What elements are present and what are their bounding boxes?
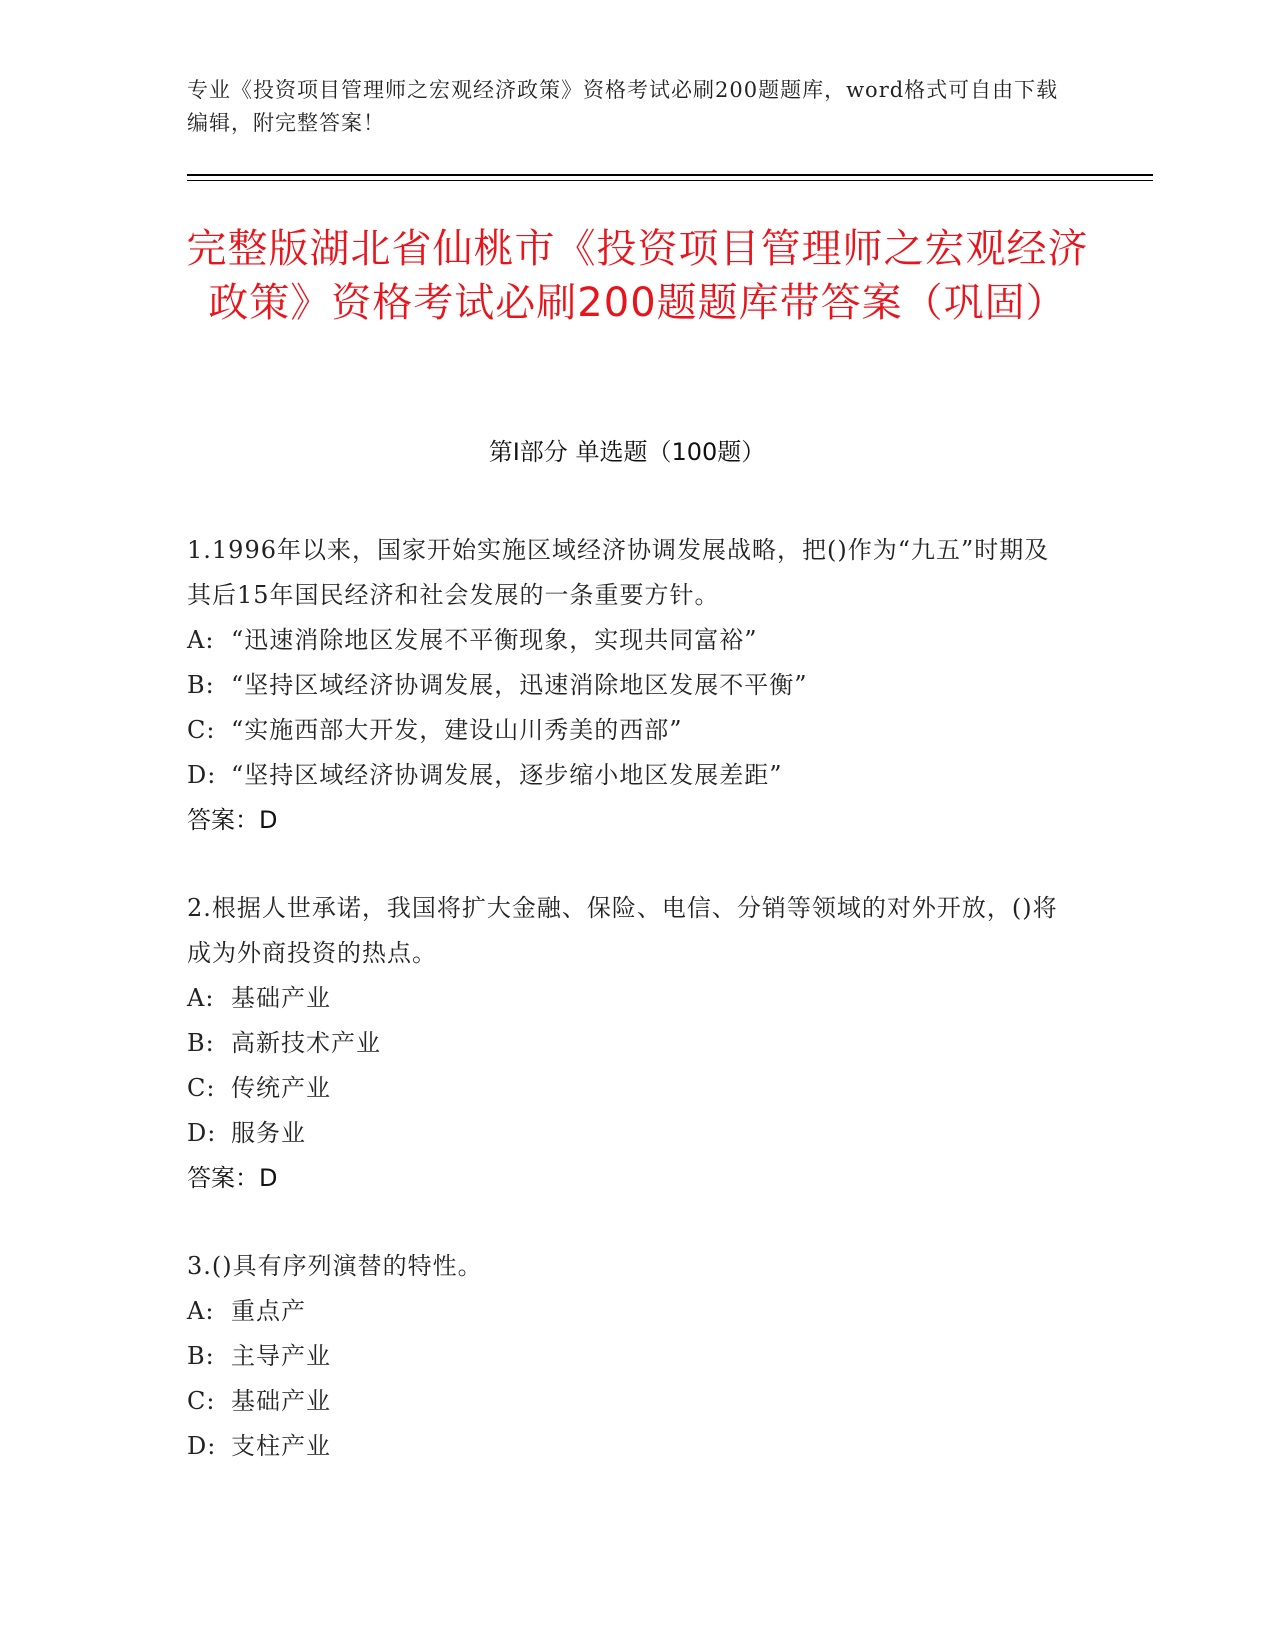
option-text: 基础产业: [231, 984, 331, 1012]
option-a: [187, 618, 1067, 663]
option-c: [187, 1066, 1067, 1111]
section-title: 第Ⅰ部分 单选题（100题）: [488, 438, 766, 466]
option-d: [187, 1424, 1067, 1469]
option-text: 高新技术产业: [231, 1029, 381, 1057]
option-c: [187, 1379, 1067, 1424]
header-note: 专业《投资项目管理师之宏观经济政策》资格考试必刷200题题库，word格式可自由下载编辑，附完整答案！: [187, 78, 1059, 135]
option-text: 传统产业: [231, 1074, 331, 1102]
option-d: [187, 753, 1067, 798]
option-b: [187, 663, 1067, 708]
option-text: 支柱产业: [231, 1432, 331, 1460]
option-text: 主导产业: [231, 1342, 331, 1370]
option-letter: B:: [187, 671, 215, 699]
question-2: [187, 886, 1067, 1201]
option-letter: A:: [187, 984, 215, 1012]
option-letter: A:: [187, 1297, 215, 1325]
option-letter: C:: [187, 1387, 216, 1415]
header-rule-thick: [187, 174, 1153, 176]
option-a: [187, 976, 1067, 1021]
option-text: 服务业: [231, 1119, 306, 1147]
option-text: 基础产业: [231, 1387, 331, 1415]
option-text: 重点产: [231, 1297, 306, 1325]
question-stem: 3.()具有序列演替的特性。: [187, 1252, 483, 1280]
option-text: “坚持区域经济协调发展，迅速消除地区发展不平衡”: [231, 671, 808, 699]
option-letter: A:: [187, 626, 215, 654]
question-list: [187, 528, 1067, 1512]
header-rule-thin: [187, 180, 1153, 181]
option-letter: C:: [187, 716, 216, 744]
option-text: “坚持区域经济协调发展，逐步缩小地区发展差距”: [231, 761, 783, 789]
option-letter: D:: [187, 761, 217, 789]
option-letter: B:: [187, 1342, 215, 1370]
option-text: “实施西部大开发，建设山川秀美的西部”: [231, 716, 683, 744]
question-stem: 1.1996年以来，国家开始实施区域经济协调发展战略，把()作为“九五”时期及其后15年国民经济和社会发展的一条重要方针。: [187, 536, 1050, 609]
option-letter: C:: [187, 1074, 216, 1102]
option-b: [187, 1021, 1067, 1066]
question-3: [187, 1244, 1067, 1469]
option-letter: B:: [187, 1029, 215, 1057]
question-stem: 2.根据人世承诺，我国将扩大金融、保险、电信、分销等领域的对外开放，()将成为外商投资的热点。: [187, 894, 1058, 967]
option-text: “迅速消除地区发展不平衡现象，实现共同富裕”: [231, 626, 758, 654]
option-letter: D:: [187, 1432, 217, 1460]
answer-line: 答案：D: [187, 806, 278, 834]
option-a: [187, 1289, 1067, 1334]
option-d: [187, 1111, 1067, 1156]
option-c: [187, 708, 1067, 753]
option-letter: D:: [187, 1119, 217, 1147]
answer-line: 答案：D: [187, 1164, 278, 1192]
option-b: [187, 1334, 1067, 1379]
document-title: 完整版湖北省仙桃市《投资项目管理师之宏观经济政策》资格考试必刷200题题库带答案（巩固）: [186, 226, 1089, 326]
question-1: [187, 528, 1067, 843]
